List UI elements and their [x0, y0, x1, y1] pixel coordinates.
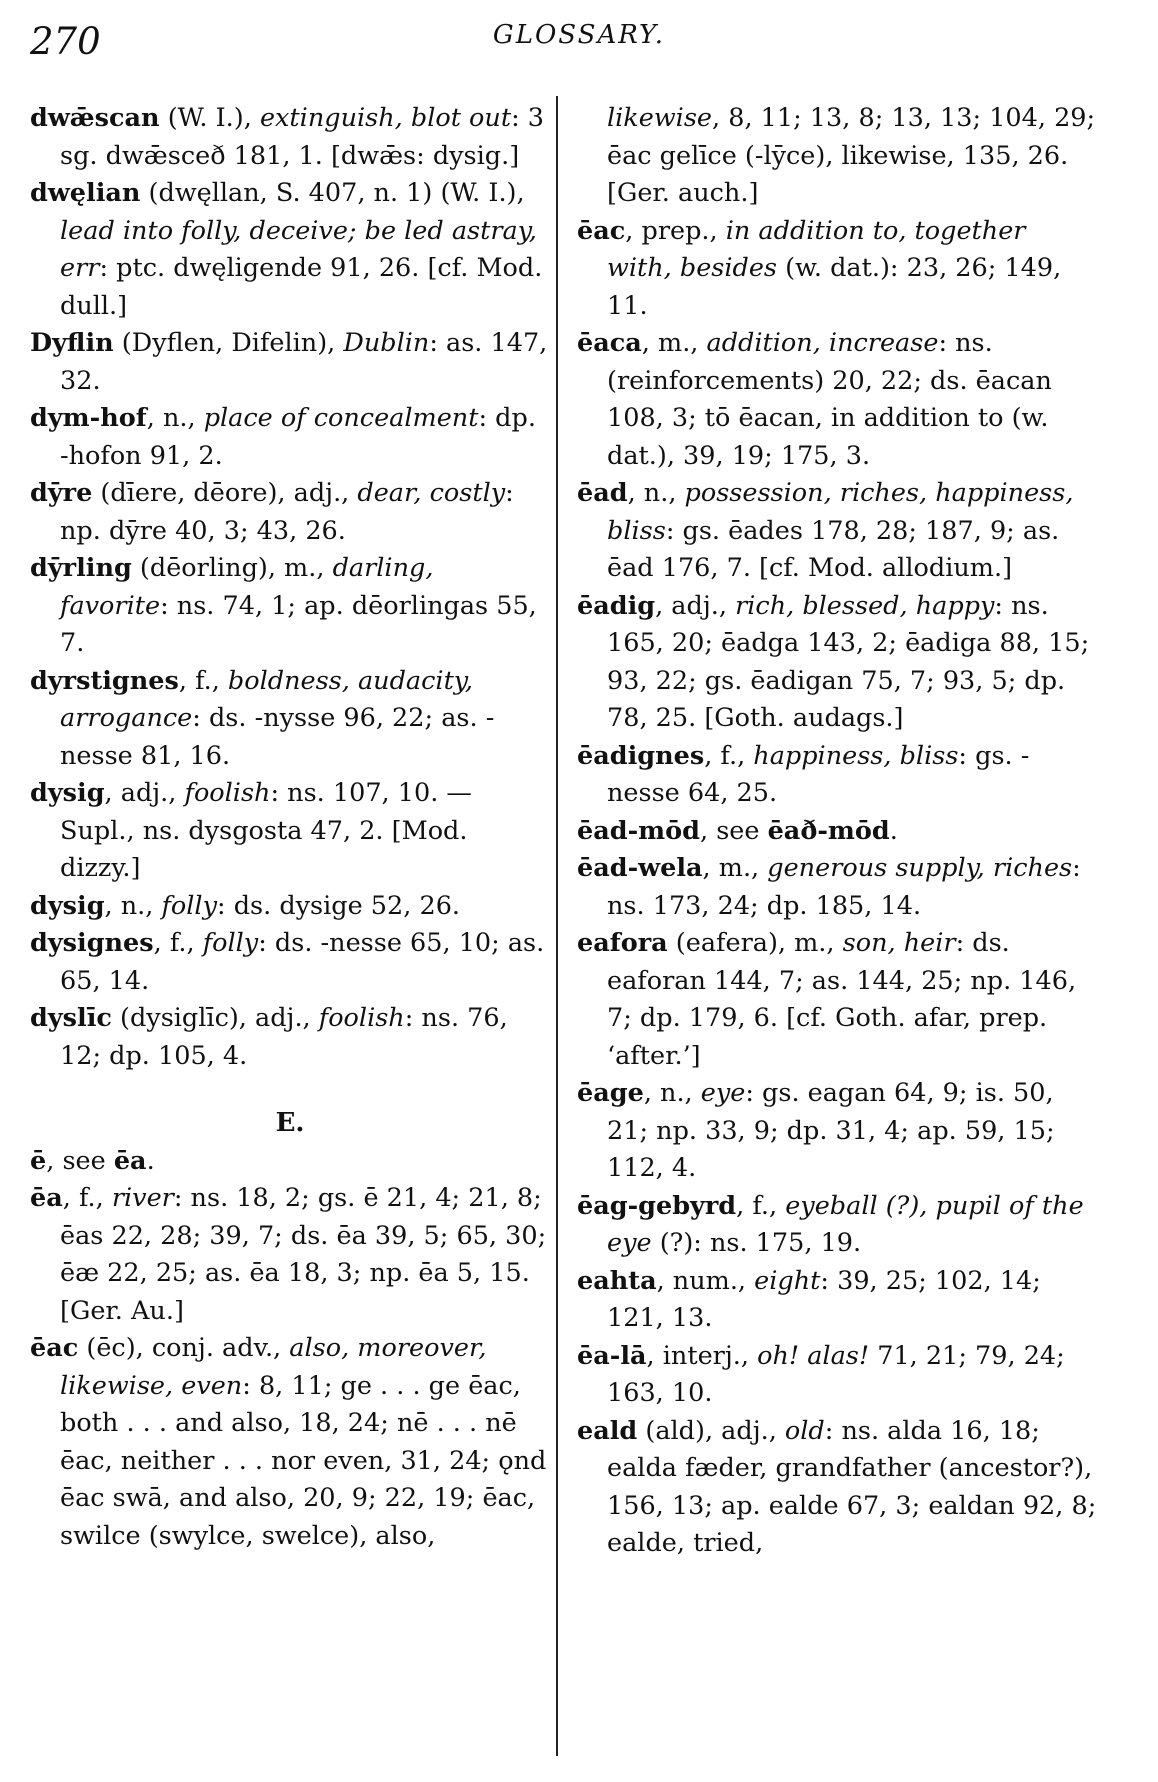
- left-column: [30, 100, 550, 1555]
- entry-continuation: [577, 100, 1097, 213]
- entry-gloss: likewise: [607, 103, 713, 133]
- entry-gloss: extinguish, blot out: [259, 103, 512, 133]
- entry-citations: 71, 21; 79, 24; 163, 10.: [607, 1340, 1065, 1408]
- entry-grammar: (Dyflen, Difelin),: [113, 328, 344, 358]
- glossary-entry: [577, 475, 1097, 588]
- entry-gloss: place of concealment: [203, 403, 479, 433]
- entry-headword: ēac: [577, 215, 626, 246]
- entry-headword: ēac: [30, 1333, 79, 1363]
- glossary-entry: [577, 1338, 1097, 1413]
- entry-gloss: foolish: [318, 1003, 405, 1033]
- entry-grammar: , num.,: [656, 1265, 755, 1296]
- entry-headword: ēad-wela: [577, 853, 703, 883]
- entry-gloss: folly: [161, 890, 217, 921]
- glossary-entry: [30, 1180, 550, 1330]
- entry-gloss: generous supply, riches: [767, 853, 1073, 883]
- entry-headword: ēadig: [577, 590, 656, 621]
- entry-citations: (w. dat.): 23, 26; 149, 11.: [607, 253, 1062, 321]
- entry-citations: : 3 sg. dwǣsceð 181, 1. [dwǣs: dysig.]: [60, 103, 545, 171]
- entry-grammar: , adj.,: [104, 778, 185, 808]
- entry-grammar: (dīere, dēore), adj.,: [92, 478, 358, 508]
- glossary-entry: [30, 100, 550, 175]
- entry-grammar: , f.,: [704, 740, 754, 771]
- glossary-entry: [30, 400, 550, 475]
- glossary-entry: [30, 775, 550, 888]
- entry-gloss: old: [784, 1415, 825, 1446]
- entry-cross-reference: ēað-mōd: [767, 815, 890, 846]
- entry-headword: dysig: [30, 890, 105, 921]
- entry-gloss: foolish: [184, 778, 271, 808]
- entry-grammar: , f.,: [736, 1190, 786, 1221]
- entry-citations: : dp. -hofon 91, 2.: [60, 403, 536, 471]
- entry-grammar: , m.,: [641, 328, 707, 358]
- entry-headword: dyrstignes: [30, 665, 179, 696]
- entry-gloss: in addition to, together with, besides: [607, 215, 1026, 283]
- entry-gloss: folly: [202, 928, 259, 958]
- entry-grammar: (ald), adj.,: [637, 1415, 785, 1446]
- entry-citations: : ns. alda 16, 18; ealda fæder, grandfather (ancestor?), 156, 13; ap. ealde 67, 3; ealdan 92, 8; ealde, tried,: [607, 1415, 1097, 1558]
- entry-grammar: , f.,: [178, 665, 228, 696]
- entry-citations: : np. dȳre 40, 3; 43, 26.: [60, 478, 514, 546]
- entry-headword: dysignes: [30, 928, 154, 958]
- entry-citations: : ds. -nesse 65, 10; as. 65, 14.: [60, 928, 545, 996]
- glossary-entry: [577, 1075, 1097, 1188]
- entry-grammar: (ēc), conj. adv.,: [78, 1333, 290, 1363]
- entry-citations: : 39, 25; 102, 14; 121, 13.: [607, 1265, 1041, 1333]
- entry-headword: dȳre: [30, 478, 93, 508]
- entry-citations: : 8, 11; ge . . . ge ēac, both . . . and also, 18, 24; nē . . . nē ēac, neither . . . nor even, 31, 24; ǫnd ēac swā, and also, 20, 9; 22, 19; ēac, swilce (swylce, swelce), also,: [60, 1370, 547, 1551]
- entry-gloss: eight: [754, 1265, 821, 1296]
- entry-headword: ēage: [577, 1078, 644, 1108]
- glossary-entry: [30, 1330, 550, 1555]
- entry-headword: eald: [577, 1415, 638, 1446]
- entry-grammar: , n.,: [146, 403, 204, 433]
- entry-headword: ēa-lā: [577, 1340, 647, 1371]
- entry-citations: : ds. -nysse 96, 22; as. -nesse 81, 16.: [60, 703, 495, 771]
- entry-gloss: eye: [700, 1078, 746, 1108]
- entry-grammar: (W. I.),: [159, 103, 260, 133]
- entry-grammar: , n.,: [627, 478, 685, 508]
- entry-cross-reference: ēa: [113, 1145, 147, 1176]
- entry-citations: .: [889, 815, 898, 846]
- entry-gloss: lead into folly, deceive; be led astray, err: [60, 215, 537, 283]
- entry-citations: : ns. 18, 2; gs. ē 21, 4; 21, 8; ēas 22, 28; 39, 7; ds. ēa 39, 5; 65, 30; ēæ 22, 25; as. ēa 18, 3; np. ēa 5, 15. [Ger. Au.]: [60, 1183, 547, 1326]
- entry-headword: ēag-gebyrd: [577, 1190, 737, 1221]
- entry-headword: dwęlian: [30, 178, 141, 208]
- entry-citations: : ns. 74, 1; ap. dēorlingas 55, 7.: [60, 590, 537, 658]
- glossary-entry: [30, 1143, 550, 1181]
- entry-citations: : ns. 76, 12; dp. 105, 4.: [60, 1003, 508, 1071]
- entry-citations: : as. 147, 32.: [60, 328, 548, 396]
- entry-citations: : gs. -nesse 64, 25.: [607, 740, 1030, 808]
- glossary-entry: [577, 738, 1097, 813]
- entry-grammar: (dēorling), m.,: [131, 553, 333, 583]
- entry-gloss: boldness, audacity, arrogance: [60, 665, 473, 733]
- glossary-entry: [577, 1263, 1097, 1338]
- entry-citations: : ptc. dwęligende 91, 26. [cf. Mod. dull.]: [60, 253, 543, 321]
- entry-headword: dwǣscan: [30, 103, 160, 133]
- entry-citations: : gs. eagan 64, 9; is. 50, 21; np. 33, 9; dp. 31, 4; ap. 59, 15; 112, 4.: [607, 1078, 1055, 1183]
- entry-grammar: , adj.,: [655, 590, 736, 621]
- entry-gloss: oh! alas!: [757, 1340, 870, 1371]
- glossary-entry: [30, 888, 550, 926]
- entry-headword: dȳrling: [30, 553, 132, 583]
- entry-grammar: , prep.,: [625, 215, 726, 246]
- entry-gloss: darling, favorite: [60, 553, 434, 621]
- entry-headword: ēadignes: [577, 740, 705, 771]
- entry-grammar: , n.,: [643, 1078, 701, 1108]
- right-column: [577, 100, 1097, 1563]
- entry-headword: dysig: [30, 778, 105, 808]
- entry-gloss: addition, increase: [706, 328, 939, 358]
- entry-headword: eahta: [577, 1265, 657, 1296]
- entry-gloss: dear, costly: [357, 478, 506, 508]
- entry-grammar: , m.,: [702, 853, 768, 883]
- entry-grammar: , see: [46, 1145, 114, 1176]
- entry-citations: : ns. (reinforcements) 20, 22; ds. ēacan 108, 3; tō ēacan, in addition to (w. dat.), 39, 19; 175, 3.: [607, 328, 1052, 471]
- entry-gloss: river: [111, 1183, 174, 1213]
- glossary-entry: [30, 325, 550, 400]
- glossary-entry: [30, 925, 550, 1000]
- entry-gloss: also, moreover, likewise, even: [60, 1333, 487, 1401]
- entry-citations: : ns. 107, 10. — Supl., ns. dysgosta 47, 2. [Mod. dizzy.]: [60, 778, 472, 883]
- column-divider: [556, 96, 558, 1756]
- entry-citations: : ds. eaforan 144, 7; as. 144, 25; np. 146, 7; dp. 179, 6. [cf. Goth. afar, prep. ‘after.’]: [607, 928, 1077, 1071]
- glossary-entry: [30, 175, 550, 325]
- entry-grammar: , n.,: [104, 890, 162, 921]
- entry-headword: ēad: [577, 478, 628, 508]
- entry-grammar: , f.,: [153, 928, 203, 958]
- entry-grammar: , see: [699, 815, 768, 846]
- glossary-entry: [577, 813, 1097, 851]
- glossary-entry: [577, 588, 1097, 738]
- glossary-entry: [577, 850, 1097, 925]
- entry-citations: : ns. 165, 20; ēadga 143, 2; ēadiga 88, 15; 93, 22; gs. ēadigan 75, 7; 93, 5; dp. 78, 25. [Goth. audags.]: [607, 590, 1090, 733]
- page-number: 270: [30, 20, 101, 63]
- entry-headword: ēaca: [577, 328, 642, 358]
- entry-headword: Dyflin: [30, 328, 114, 358]
- page-header: [30, 20, 1128, 63]
- glossary-entry: [577, 1188, 1097, 1263]
- glossary-entry: [30, 550, 550, 663]
- running-head: GLOSSARY.: [492, 20, 666, 50]
- entry-headword: ēa: [30, 1183, 63, 1213]
- entry-grammar: , f.,: [62, 1183, 112, 1213]
- glossary-entry: [30, 663, 550, 776]
- entry-citations: .: [146, 1145, 155, 1176]
- entry-gloss: rich, blessed, happy: [735, 590, 995, 621]
- glossary-entry: [577, 325, 1097, 475]
- entry-headword: ēad-mōd: [577, 815, 700, 846]
- entry-gloss: Dublin: [343, 328, 430, 358]
- glossary-entry: [577, 925, 1097, 1075]
- entry-headword: dyslīc: [30, 1003, 112, 1033]
- glossary-entry: [577, 213, 1097, 326]
- entry-grammar: (eafera), m.,: [667, 928, 843, 958]
- entry-gloss: eyeball (?), pupil of the eye: [607, 1190, 1084, 1258]
- glossary-entry: [577, 1413, 1097, 1563]
- entry-citations: : gs. ēades 178, 28; 187, 9; as. ēad 176, 7. [cf. Mod. allodium.]: [607, 515, 1060, 583]
- entry-grammar: (dysiglīc), adj.,: [111, 1003, 319, 1033]
- glossary-entry: [30, 475, 550, 550]
- entry-citations: (?): ns. 175, 19.: [651, 1228, 862, 1258]
- entry-citations: : ds. dysige 52, 26.: [217, 890, 461, 921]
- entry-gloss: happiness, bliss: [753, 740, 959, 771]
- entry-grammar: (dwęllan, S. 407, n. 1) (W. I.),: [140, 178, 525, 208]
- entry-headword: eafora: [577, 928, 668, 958]
- entry-citations: , 8, 11; 13, 8; 13, 13; 104, 29; ēac gelīce (-lȳce), likewise, 135, 26. [Ger. auch.]: [607, 103, 1096, 208]
- entry-gloss: possession, riches, happiness, bliss: [607, 478, 1074, 546]
- entry-grammar: , interj.,: [646, 1340, 758, 1371]
- entry-headword: dym-hof: [30, 403, 147, 433]
- glossary-entry: [30, 1000, 550, 1075]
- section-letter: E.: [275, 1108, 305, 1138]
- entry-citations: : ns. 173, 24; dp. 185, 14.: [607, 853, 1081, 921]
- entry-headword: ē: [30, 1145, 47, 1176]
- entry-gloss: son, heir: [842, 928, 956, 958]
